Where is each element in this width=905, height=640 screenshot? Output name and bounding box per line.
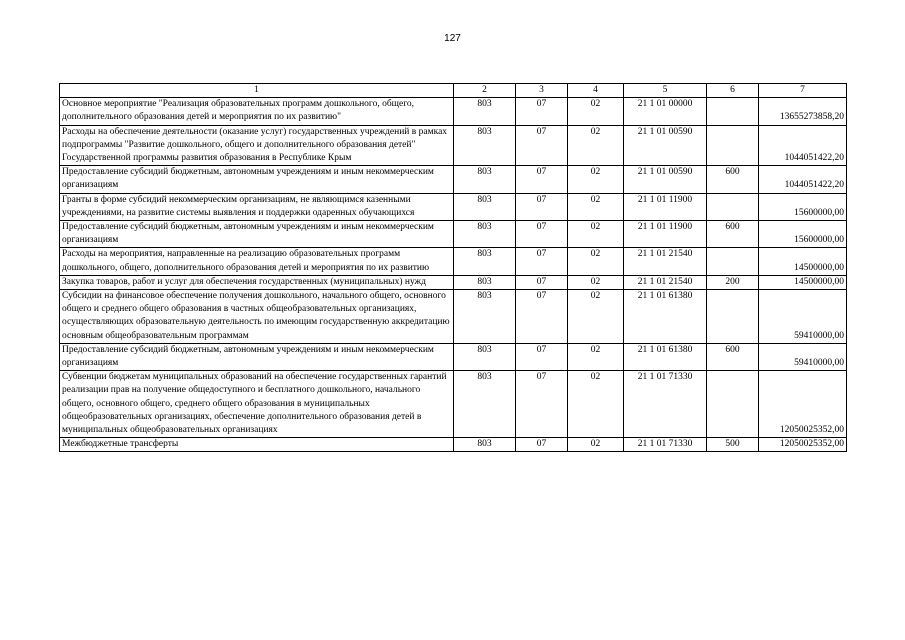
row-target-article-cell: 21 1 01 00590 (624, 125, 707, 166)
row-name-cell: Основное мероприятие "Реализация образовательных программ дошкольного, общего, дополнительного образования детей и мероприятия по их развитию" (60, 98, 454, 125)
row-sum-cell: 12050025352,00 (759, 438, 847, 452)
row-grbs-cell: 803 (454, 166, 516, 193)
row-section-cell: 07 (516, 275, 568, 289)
row-grbs-cell: 803 (454, 221, 516, 248)
header-row (60, 84, 847, 98)
row-subsection-cell: 02 (568, 290, 624, 344)
row-expense-type-cell: 600 (707, 221, 759, 248)
row-name-cell: Расходы на мероприятия, направленные на реализацию образовательных программ дошкольного, общего, дополнительного образования детей и мероприятия по их развитию (60, 248, 454, 275)
row-expense-type-cell (707, 290, 759, 344)
row-expense-type-cell (707, 125, 759, 166)
row-subsection-cell: 02 (568, 343, 624, 370)
row-grbs-cell: 803 (454, 371, 516, 438)
row-name-cell: Предоставление субсидий бюджетным, автономным учреждениям и иным некоммерческим организациям (60, 166, 454, 193)
header-cell: 7 (759, 84, 847, 98)
row-sum-cell: 59410000,00 (759, 343, 847, 370)
row-expense-type-cell (707, 193, 759, 220)
row-grbs-cell: 803 (454, 125, 516, 166)
row-grbs-cell: 803 (454, 290, 516, 344)
row-target-article-cell: 21 1 01 11900 (624, 193, 707, 220)
row-expense-type-cell (707, 248, 759, 275)
row-grbs-cell: 803 (454, 193, 516, 220)
row-grbs-cell: 803 (454, 248, 516, 275)
row-sum-cell: 15600000,00 (759, 193, 847, 220)
row-name-cell: Расходы на обеспечение деятельности (оказание услуг) государственных учреждений в рамках подпрограммы "Развитие дошкольного, общего и дополнительного образования детей" Государственной программы развития образования в Республике Крым (60, 125, 454, 166)
row-target-article-cell: 21 1 01 21540 (624, 248, 707, 275)
row-subsection-cell: 02 (568, 193, 624, 220)
row-expense-type-cell: 200 (707, 275, 759, 289)
row-sum-cell: 1044051422,20 (759, 166, 847, 193)
row-grbs-cell: 803 (454, 343, 516, 370)
row-expense-type-cell (707, 98, 759, 125)
row-target-article-cell: 21 1 01 71330 (624, 438, 707, 452)
table-row (60, 125, 847, 166)
row-subsection-cell: 02 (568, 125, 624, 166)
row-subsection-cell: 02 (568, 221, 624, 248)
budget-table (59, 83, 847, 452)
table-row (60, 438, 847, 452)
row-sum-cell: 13655273858,20 (759, 98, 847, 125)
header-cell: 6 (707, 84, 759, 98)
table-row (60, 193, 847, 220)
row-section-cell: 07 (516, 438, 568, 452)
row-section-cell: 07 (516, 248, 568, 275)
row-section-cell: 07 (516, 290, 568, 344)
header-cell: 1 (60, 84, 454, 98)
row-sum-cell: 14500000,00 (759, 275, 847, 289)
row-sum-cell: 15600000,00 (759, 221, 847, 248)
row-section-cell: 07 (516, 221, 568, 248)
row-name-cell: Предоставление субсидий бюджетным, автономным учреждениям и иным некоммерческим организациям (60, 343, 454, 370)
page-number: 127 (444, 33, 461, 44)
row-section-cell: 07 (516, 193, 568, 220)
table-row (60, 290, 847, 344)
row-subsection-cell: 02 (568, 166, 624, 193)
row-subsection-cell: 02 (568, 438, 624, 452)
row-name-cell: Гранты в форме субсидий некоммерческим организациям, не являющимся казенными учреждениями, на развитие системы выявления и поддержки одаренных обучающихся (60, 193, 454, 220)
header-cell: 5 (624, 84, 707, 98)
row-subsection-cell: 02 (568, 371, 624, 438)
row-target-article-cell: 21 1 01 71330 (624, 371, 707, 438)
row-grbs-cell: 803 (454, 98, 516, 125)
header-cell: 2 (454, 84, 516, 98)
row-subsection-cell: 02 (568, 248, 624, 275)
row-sum-cell: 1044051422,20 (759, 125, 847, 166)
row-expense-type-cell: 500 (707, 438, 759, 452)
row-target-article-cell: 21 1 01 21540 (624, 275, 707, 289)
row-target-article-cell: 21 1 01 00590 (624, 166, 707, 193)
table-row (60, 221, 847, 248)
table-row (60, 343, 847, 370)
table-row (60, 371, 847, 438)
row-grbs-cell: 803 (454, 275, 516, 289)
row-expense-type-cell: 600 (707, 343, 759, 370)
row-section-cell: 07 (516, 371, 568, 438)
row-section-cell: 07 (516, 166, 568, 193)
row-expense-type-cell (707, 371, 759, 438)
row-subsection-cell: 02 (568, 275, 624, 289)
row-name-cell: Закупка товаров, работ и услуг для обеспечения государственных (муниципальных) нужд (60, 275, 454, 289)
row-target-article-cell: 21 1 01 61380 (624, 290, 707, 344)
row-target-article-cell: 21 1 01 00000 (624, 98, 707, 125)
row-target-article-cell: 21 1 01 61380 (624, 343, 707, 370)
table-row (60, 275, 847, 289)
header-cell: 4 (568, 84, 624, 98)
row-target-article-cell: 21 1 01 11900 (624, 221, 707, 248)
table-row (60, 98, 847, 125)
row-expense-type-cell: 600 (707, 166, 759, 193)
row-section-cell: 07 (516, 125, 568, 166)
row-name-cell: Субвенции бюджетам муниципальных образований на обеспечение государственных гарантий реализации прав на получение общедоступного и бесплатного дошкольного, начального общего, основного общего, среднего общего образования в муниципальных общеобразовательных организациях, обеспечение дополнительного образования детей в муниципальных общеобразовательных организациях (60, 371, 454, 438)
row-sum-cell: 59410000,00 (759, 290, 847, 344)
row-subsection-cell: 02 (568, 98, 624, 125)
row-sum-cell: 14500000,00 (759, 248, 847, 275)
table-row (60, 248, 847, 275)
table-row (60, 166, 847, 193)
row-grbs-cell: 803 (454, 438, 516, 452)
row-section-cell: 07 (516, 343, 568, 370)
row-sum-cell: 12050025352,00 (759, 371, 847, 438)
row-section-cell: 07 (516, 98, 568, 125)
row-name-cell: Межбюджетные трансферты (60, 438, 454, 452)
header-cell: 3 (516, 84, 568, 98)
row-name-cell: Субсидии на финансовое обеспечение получения дошкольного, начального общего, основного общего и среднего общего образования в частных общеобразовательных организациях, осуществляющих образовательную деятельность по имеющим государственную аккредитацию основным общеобразовательным программам (60, 290, 454, 344)
row-name-cell: Предоставление субсидий бюджетным, автономным учреждениям и иным некоммерческим организациям (60, 221, 454, 248)
